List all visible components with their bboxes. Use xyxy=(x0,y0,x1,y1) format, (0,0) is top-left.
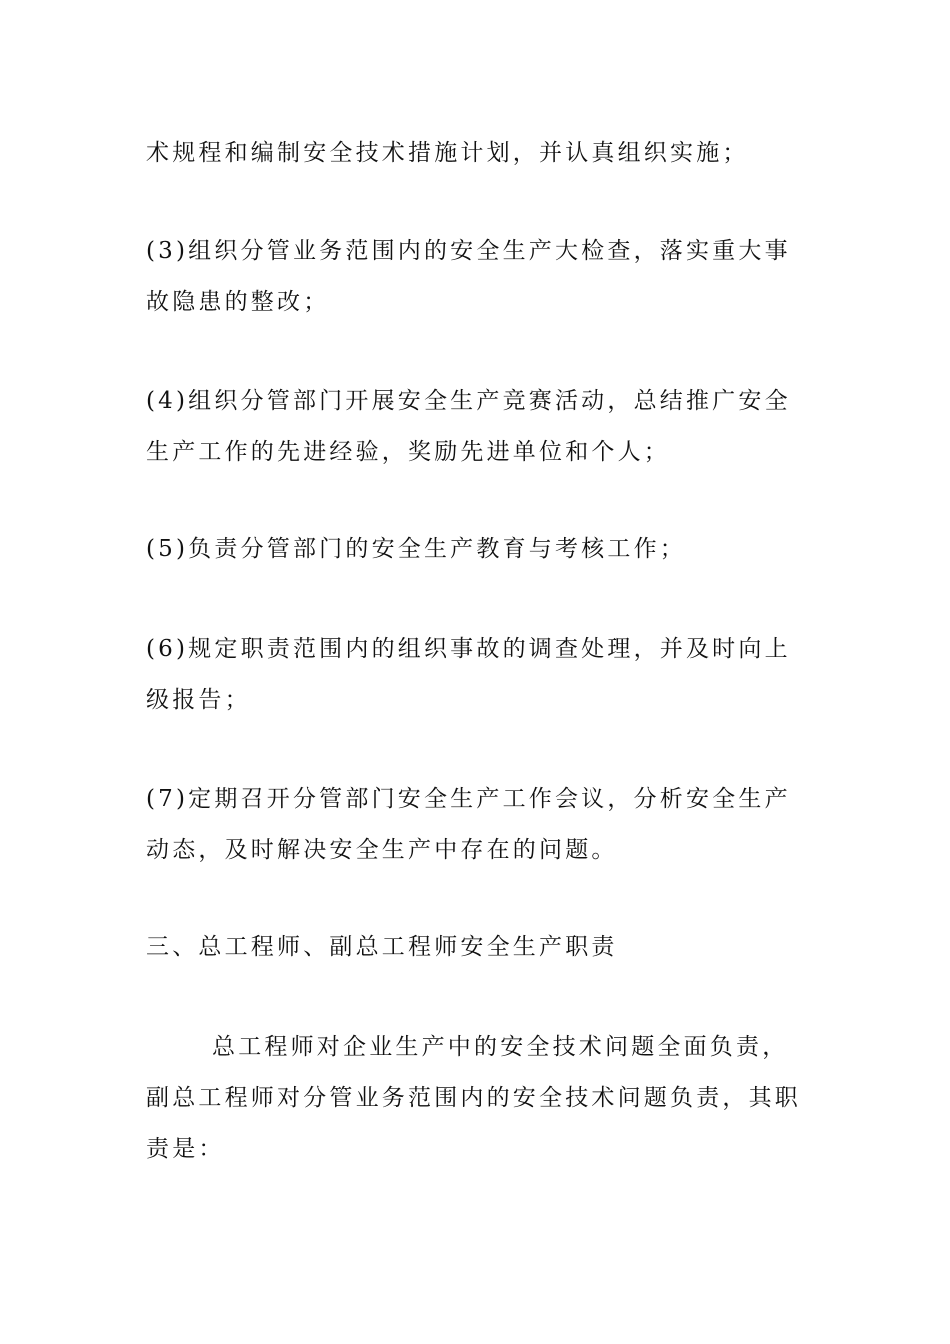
list-item-7: (7)定期召开分管部门安全生产工作会议，分析安全生产动态，及时解决安全生产中存在的问题。 xyxy=(146,786,791,863)
list-item-6: (6)规定职责范围内的组织事故的调查处理，并及时向上级报告； xyxy=(146,636,791,713)
section-heading: 三、总工程师、副总工程师安全生产职责 xyxy=(146,934,618,960)
section-intro-paragraph: 总工程师对企业生产中的安全技术问题全面负责，副总工程师对分管业务范围内的安全技术问题负责，其职责是： xyxy=(146,1034,801,1162)
list-item-3: (3)组织分管业务范围内的安全生产大检查，落实重大事故隐患的整改； xyxy=(146,238,791,315)
paragraph-continuation: 术规程和编制安全技术措施计划，并认真组织实施； xyxy=(146,140,749,166)
list-item-4: (4)组织分管部门开展安全生产竞赛活动，总结推广安全生产工作的先进经验，奖励先进单位和个人； xyxy=(146,388,791,465)
list-item-5: (5)负责分管部门的安全生产教育与考核工作； xyxy=(146,536,686,562)
